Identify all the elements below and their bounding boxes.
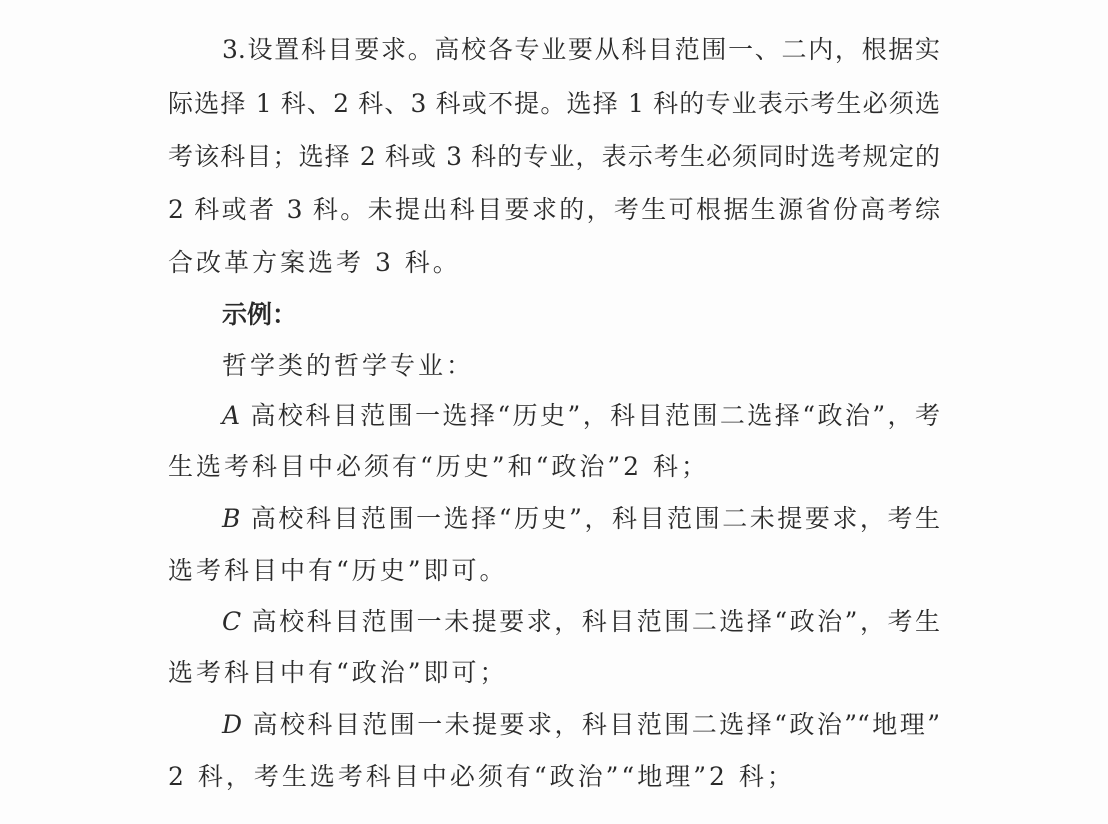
example-b-line2: 选考科目中有“历史”即可。 (168, 556, 508, 585)
paragraph-line: 合改革方案选考 3 科。 (168, 248, 461, 277)
example-letter: C (222, 607, 242, 636)
example-d-line1 (222, 710, 940, 740)
example-a-line2: 生选考科目中必须有“历史”和“政治”2 科； (168, 452, 709, 481)
example-text: 高校科目范围一未提要求，科目范围二选择“政治”“地理” (242, 710, 940, 739)
example-b-line1 (222, 504, 940, 534)
example-heading: 示例： (222, 300, 298, 329)
paragraph-line: 3.设置科目要求。高校各专业要从科目范围一、二内，根据实 (222, 35, 940, 64)
example-text: 高校科目范围一选择“历史”，科目范围二未提要求，考生 (240, 504, 940, 533)
example-letter: A (222, 401, 241, 430)
example-letter: D (222, 710, 243, 739)
paragraph-line: 际选择 1 科、2 科、3 科或不提。选择 1 科的专业表示考生必须选 (168, 89, 940, 118)
example-text: 高校科目范围一选择“历史”，科目范围二选择“政治”，考 (240, 401, 940, 430)
example-subject: 哲学类的哲学专业： (222, 351, 475, 380)
example-text: 高校科目范围一未提要求，科目范围二选择“政治”，考生 (241, 607, 940, 636)
example-letter: B (222, 504, 241, 533)
example-c-line2: 选考科目中有“政治”即可； (168, 658, 508, 687)
example-d-line2: 2 科，考生选考科目中必须有“政治”“地理”2 科； (168, 762, 795, 791)
example-c-line1 (222, 607, 940, 637)
paragraph-line: 2 科或者 3 科。未提出科目要求的，考生可根据生源省份高考综 (168, 195, 940, 224)
example-a-line1 (222, 401, 940, 431)
paragraph-line: 考该科目；选择 2 科或 3 科的专业，表示考生必须同时选考规定的 (168, 142, 940, 171)
